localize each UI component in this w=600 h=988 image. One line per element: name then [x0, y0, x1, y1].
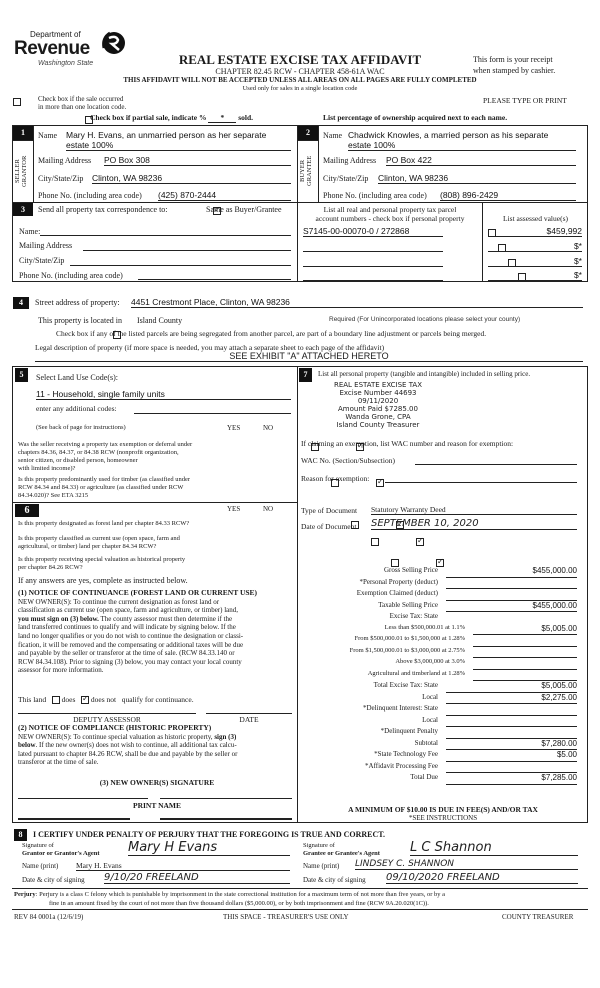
s3-city-label: City/State/Zip [19, 256, 65, 265]
s3-mailing-input[interactable] [83, 241, 291, 251]
s6-yes-header: YES [227, 505, 241, 513]
doc-date-label: Date of Document [301, 522, 357, 531]
grantor-name-label: Name (print) [22, 862, 59, 870]
land-use-input[interactable]: 11 - Household, single family units [36, 389, 291, 400]
grantor-date-label: Date & city of signing [22, 876, 85, 884]
section-1-number: 1 [13, 126, 33, 140]
multi-location-checkbox[interactable] [13, 98, 21, 106]
minimum-due-note: A MINIMUM OF $10.00 IS DUE IN FEE(S) AND/OR TAX [348, 805, 538, 814]
required-note: Required (For Unincorporated locations please select your county) [329, 316, 521, 323]
grantee-sig-label: Signature of Grantee or Grantee's Agent [303, 842, 380, 857]
buyer-phone-label: Phone No. (including area code) [323, 191, 427, 200]
calc-row: Gross Selling Price $455,000.00 [300, 566, 585, 578]
buyer-city-input[interactable]: Clinton, WA 98236 [378, 173, 576, 184]
section-5-number: 5 [15, 368, 28, 382]
calc-row: *Delinquent Penalty [300, 727, 585, 739]
new-owner-sig-label: (3) NEW OWNER(S) SIGNATURE [99, 778, 215, 787]
county-treasurer: COUNTY TREASURER [502, 913, 574, 921]
perjury-note: Perjury: Perjury is a class C felony which is punishable by imprisonment in the state correctional institution for a maximum term of not more than five years, or by a fine in an amount fixed by the court of not more than five thousand dollars ($5,000.00), or by both imprisonment and fine (RCW 9A.20.020(1C)). [14, 891, 446, 907]
s6-q2: Is this property classified as current use (open space, farm and agricultural, or timber) land per chapter 84.34 RCW? [18, 535, 180, 550]
grantor-sig-label: Signature of Grantor or Grantor's Agent [22, 842, 100, 857]
print-name-label: PRINT NAME [133, 801, 181, 810]
calc-row: From $500,000.01 to $1,500,000 at 1.28% [300, 635, 585, 647]
buyer-phone-input[interactable]: (808) 896-2429 [440, 190, 576, 201]
logo-state: Washington State [38, 60, 94, 67]
parcel-header-1: List all real and personal property tax parcel [323, 205, 457, 214]
land-use-label: Select Land Use Code(s): [36, 373, 118, 382]
parcel-value-4[interactable]: $* [488, 270, 582, 281]
section-8-number: 8 [14, 829, 27, 841]
street-input[interactable]: 4451 Crestmont Place, Clinton, WA 98236 [131, 297, 583, 308]
s3-city-input[interactable] [70, 256, 291, 266]
s5-q2: Is this property predominantly used for timber (as classified under RCW 84.34 and 84.33) or agriculture (as classified under RCW 84.34.020)? See ETA 3215 [18, 476, 191, 499]
parcel-header-2: account numbers - check box if personal property [315, 214, 465, 223]
notice-compliance: (2) NOTICE OF COMPLIANCE (HISTORIC PROPERTY) NEW OWNER(S): To continue special valuation as historic property, sign (3) below. If the new owner(s) does not wish to continue, all additional tax calcu- lated pursuant to chapter 84.26 RCW, shall be due and payable by the seller or transferor at the time of sale. [18, 723, 238, 767]
treasurer-stamp: REAL ESTATE EXCISE TAX Excise Number 44693 09/11/2020 Amount Paid $7285.00 Wanda Grone, CPA Island County Treasurer [333, 381, 423, 429]
calc-row: Local [300, 716, 585, 728]
grantee-date-label: Date & city of signing [303, 876, 366, 884]
s3-phone-input[interactable] [138, 270, 291, 280]
buyer-mailing-input[interactable]: PO Box 422 [386, 155, 576, 166]
partial-sale-input[interactable]: * [208, 113, 236, 123]
receipt-note-1: This form is your receipt [473, 55, 553, 64]
calc-row: Total Excise Tax: State $5,005.00 [300, 681, 585, 693]
s6-q1: Is this property designated as forest land per chapter 84.33 RCW? [18, 520, 190, 527]
s5-yes-header: YES [227, 424, 241, 432]
tax-calc-table [300, 566, 585, 785]
partial-sale-label: Check box if partial sale, indicate % [90, 113, 207, 122]
please-type: PLEASE TYPE OR PRINT [483, 96, 567, 105]
grantor-signature[interactable]: Mary H Evans [128, 840, 290, 856]
parcel-value-2[interactable]: $* [488, 241, 582, 252]
s3-phone-label: Phone No. (including area code) [19, 271, 123, 280]
wac-label: WAC No. (Section/Subsection) [301, 456, 395, 465]
seller-phone-input[interactable]: (425) 870-2444 [158, 190, 291, 201]
logo-name: Revenue [14, 38, 90, 59]
seller-name-input-2[interactable]: estate 100% [66, 140, 291, 151]
calc-row: Excise Tax: State [389, 612, 438, 620]
multi-location-label-1: Check box if the sale occurred [38, 95, 124, 103]
dor-logo [14, 30, 134, 70]
logo-dept: Department of [30, 30, 81, 39]
calc-row: Above $3,000,000 at 3.0% [300, 658, 585, 670]
calc-row: Exemption Claimed (deduct) [300, 589, 585, 601]
additional-codes-label: enter any additional codes: [36, 404, 117, 413]
wac-input[interactable] [415, 455, 577, 465]
same-as-buyer-label: Same as Buyer/Grantee [206, 205, 282, 214]
see-instructions-note: *SEE INSTRUCTIONS [408, 814, 478, 822]
grantee-name-input[interactable]: LINDSEY C. SHANNON [355, 859, 578, 870]
assessed-header: List assessed value(s) [503, 214, 568, 223]
reason-input[interactable] [385, 473, 577, 483]
parcel-account-3[interactable] [303, 256, 443, 267]
warning-text: THIS AFFIDAVIT WILL NOT BE ACCEPTED UNLESS ALL AREAS ON ALL PAGES ARE FULLY COMPLETED [123, 76, 477, 84]
buyer-city-label: City/State/Zip [323, 174, 369, 183]
seller-name-input-1[interactable]: Mary H. Evans, an unmarried person as her separate [66, 130, 267, 140]
doc-date-input[interactable]: SEPTEMBER 10, 2020 [371, 518, 577, 530]
seller-phone-label: Phone No. (including area code) [38, 191, 142, 200]
s6-no-header: NO [263, 505, 274, 513]
reason-label: Reason for exemption: [301, 474, 370, 483]
deputy-assessor-line[interactable] [18, 704, 196, 714]
instructions-note: (See back of page for instructions) [36, 424, 126, 431]
buyer-name-input-2[interactable]: estate 100% [348, 140, 576, 151]
single-location-note: Used only for sales in a single location code [242, 85, 358, 92]
form-title: REAL ESTATE EXCISE TAX AFFIDAVIT [178, 52, 422, 67]
send-correspondence-label: Send all property tax correspondence to: [38, 205, 168, 214]
calc-row: Less than $500,000.01 at 1.1% $5,005.00 [300, 624, 585, 636]
buyer-mailing-label: Mailing Address [323, 156, 377, 165]
form-id: REV 84 0001a (12/6/19) [14, 913, 84, 921]
seller-mailing-input[interactable]: PO Box 308 [104, 155, 291, 166]
s6-q3: Is this property receiving special valuation as historical property per chapter 84.26 RCW? [18, 556, 186, 571]
grantor-name-input[interactable]: Mary H. Evans [76, 861, 290, 871]
calc-row: Taxable Selling Price $455,000.00 [300, 601, 585, 613]
dor-logo-icon [100, 30, 126, 56]
calc-row: Agricultural and timberland at 1.28% [300, 670, 585, 682]
calc-row: Total Due $7,285.00 [300, 773, 585, 785]
s6-q2-no-checkbox[interactable] [416, 538, 424, 546]
seller-city-label: City/State/Zip [38, 174, 84, 183]
segregated-label: Check box if any of the listed parcels are being segregated from another parcel, are part of a boundary line adjustment or parcels being merged. [56, 329, 487, 338]
located-value[interactable]: Island County [137, 316, 183, 325]
calc-row: *Affidavit Processing Fee [300, 762, 585, 774]
buyer-grantee-label: BUYER GRANTEE [299, 155, 313, 187]
additional-codes-input[interactable] [134, 404, 291, 414]
s6-q2-yes-checkbox[interactable] [371, 538, 379, 546]
s5-q1: Was the seller receiving a property tax exemption or deferral under chapters 84.36, 84.37, or 84.38 RCW (nonprofit organization, senior citizen, or disabled person, homeowner with limited income)? [18, 441, 193, 472]
seller-city-input[interactable]: Clinton, WA 98236 [92, 173, 291, 184]
calc-row: Local $2,275.00 [300, 693, 585, 705]
section-3-number: 3 [13, 203, 33, 216]
seller-name-label: Name [38, 131, 58, 140]
if-yes-note: If any answers are yes, complete as instructed below. [18, 576, 188, 585]
grantee-name-label: Name (print) [303, 862, 340, 870]
continuance-row: This land does ✓ does not qualify for continuance. [18, 695, 194, 704]
calc-row: *Delinquent Interest: State [300, 704, 585, 716]
located-label: This property is located in [38, 316, 122, 325]
grantor-date-input[interactable]: 9/10/20 FREELAND [104, 872, 290, 884]
receipt-note-2: when stamped by cashier. [473, 66, 556, 75]
calc-row: *Personal Property (deduct) [300, 578, 585, 590]
partial-sale-row [90, 113, 253, 123]
parcel-value-3[interactable]: $* [488, 256, 582, 267]
s5-q2-no-checkbox[interactable] [376, 479, 384, 487]
parcel-account-4[interactable] [303, 270, 443, 281]
personal-property-label: List all personal property (tangible and intangible) included in selling price. [318, 370, 531, 378]
grantee-date-input[interactable]: 09/10/2020 FREELAND [386, 872, 578, 884]
doc-type-input[interactable]: Statutory Warranty Deed [371, 505, 577, 515]
calc-row: *State Technology Fee $5.00 [300, 750, 585, 762]
treasurer-use-only: THIS SPACE - TREASURER'S USE ONLY [223, 913, 349, 921]
assessor-date-line[interactable] [206, 704, 292, 714]
legal-input[interactable]: SEE EXHIBIT "A" ATTACHED HERETO [35, 351, 583, 362]
parcel-value-1[interactable]: $459,992 [488, 226, 582, 237]
section-2-number: 2 [298, 126, 318, 140]
partial-sale-suffix: sold. [238, 113, 254, 122]
new-owner-sig-line-1[interactable] [18, 789, 148, 799]
s3-name-input[interactable] [40, 226, 291, 236]
s3-mailing-label: Mailing Address [19, 241, 73, 250]
certify-statement: I CERTIFY UNDER PENALTY OF PERJURY THAT THE FOREGOING IS TRUE AND CORRECT. [33, 830, 386, 839]
parcel-account-1[interactable]: S7145-00-00070-0 / 272868 [303, 226, 443, 237]
multi-location-label-2: in more than one location code. [38, 103, 127, 111]
ownership-note: List percentage of ownership acquired next to each name. [323, 113, 508, 122]
seller-grantor-label: SELLER GRANTOR [14, 155, 28, 187]
assessor-date-label: DATE [239, 715, 259, 724]
s5-no-header: NO [263, 424, 274, 432]
section-7-number: 7 [299, 368, 312, 382]
calc-row: From $1,500,000.01 to $3,000,000 at 2.75% [300, 647, 585, 659]
legal-label: Legal description of property (if more space is needed, you may attach a separate sheet to each page of the affidavit) [35, 343, 385, 352]
doc-type-label: Type of Document [301, 506, 358, 515]
notice-continuance: (1) NOTICE OF CONTINUANCE (FOREST LAND OR CURRENT USE) NEW OWNER(S): To continue the current designation as forest land or classification as current use (open space, farm and agriculture, or timber) land, you must sign on (3) below. The county assessor must then determine if the land transferred continues to qualify and will indicate by signing below. If the land no longer qualifies or you do not wish to continue the designation or classi- fication, it will be removed and the compensating or additional taxes will be due and payable by the seller or transferor at the time of sale. (RCW 84.33.140 or RCW 84.34.108). Prior to signing (3) below, you may contact your local county assessor for more information. [18, 588, 258, 675]
street-label: Street address of property: [35, 298, 120, 307]
calc-row: Subtotal $7,280.00 [300, 739, 585, 751]
parcel-account-2[interactable] [303, 241, 443, 252]
deputy-assessor-label: DEPUTY ASSESSOR [73, 715, 141, 724]
seller-mailing-label: Mailing Address [38, 156, 92, 165]
buyer-name-input-1[interactable]: Chadwick Knowles, a married person as his separate [348, 130, 549, 140]
new-owner-sig-line-2[interactable] [160, 789, 292, 799]
form-subtitle: CHAPTER 82.45 RCW - CHAPTER 458-61A WAC [215, 67, 385, 76]
section-4-number: 4 [13, 297, 29, 309]
s3-name-label: Name: [19, 227, 41, 236]
exemption-label: If claiming an exemption, list WAC number and reason for exemption: [301, 439, 514, 448]
section-6-number: 6 [15, 504, 39, 517]
grantee-signature[interactable]: L C Shannon [410, 840, 578, 856]
buyer-name-label: Name [323, 131, 343, 140]
